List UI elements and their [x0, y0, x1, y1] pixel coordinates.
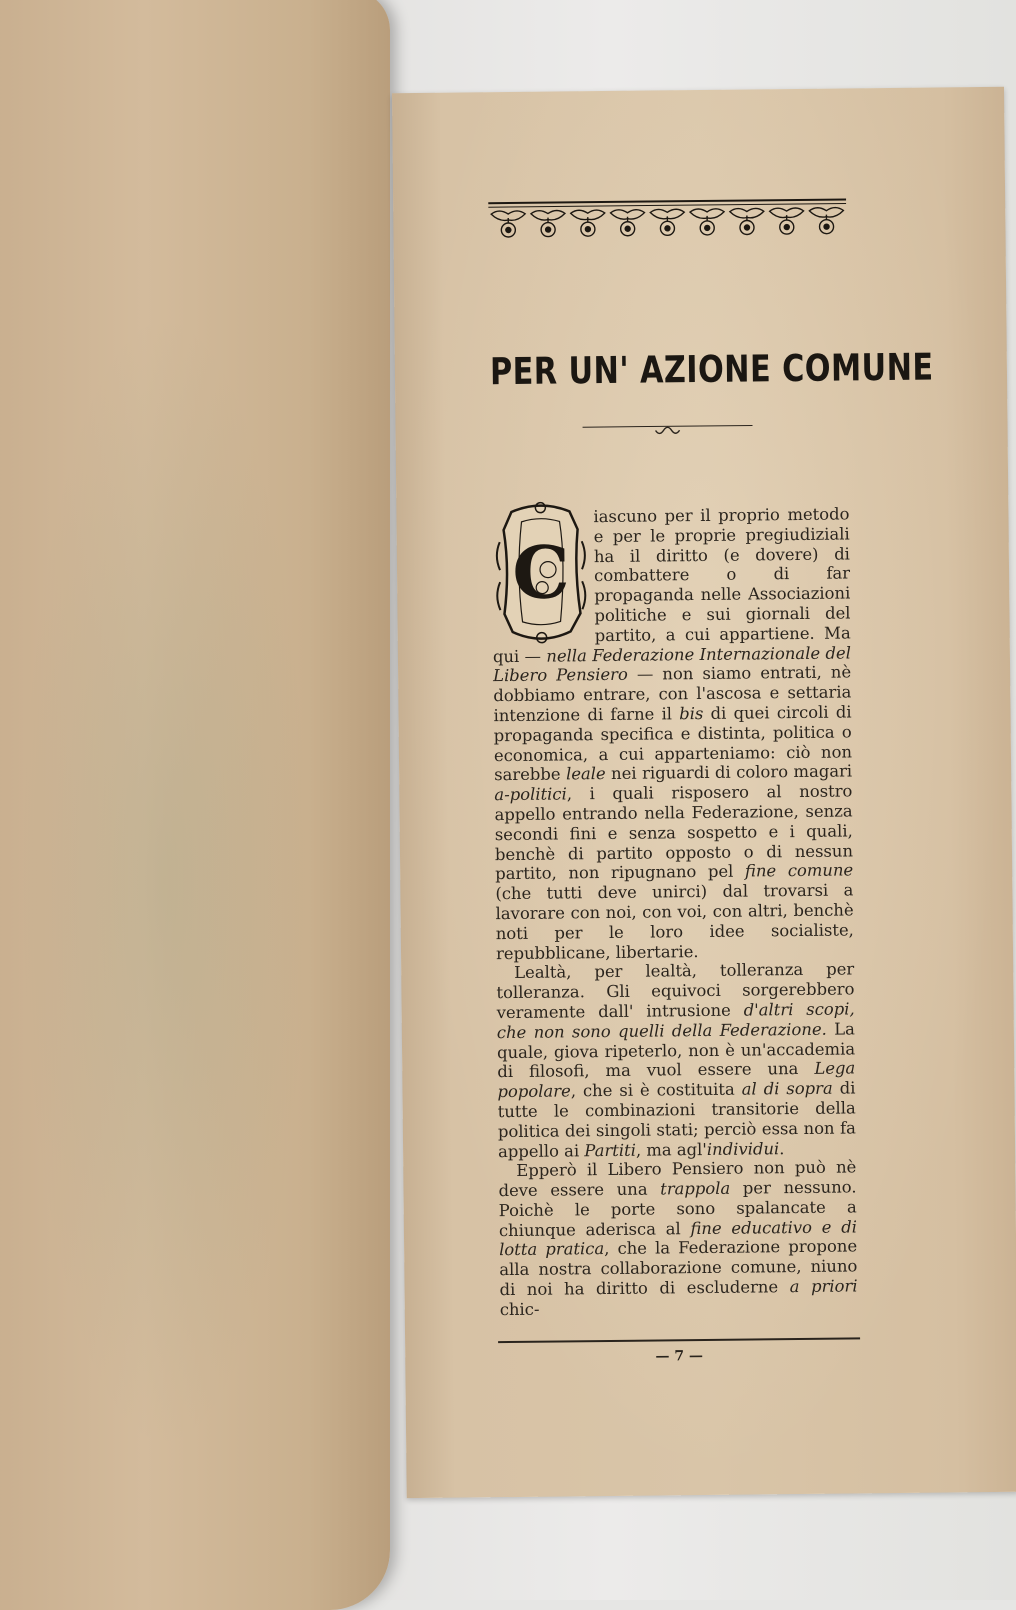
dropcap-space	[491, 507, 594, 642]
flower-motif-icon	[770, 208, 804, 234]
floral-border-ornament	[488, 196, 846, 244]
flower-motif-icon	[531, 210, 565, 236]
squiggle-rule-ornament	[582, 419, 752, 441]
flower-motif-icon	[491, 211, 525, 237]
page-number: — 7 —	[500, 1346, 858, 1366]
flower-motif-icon	[650, 209, 684, 235]
paragraph-3: Epperò il Libero Pensiero non può nè deve essere una trappola per nessuno. Poichè le porte sono spalancate a chiunque aderisca al fine educativo e di lotta pratica, che la Federazione propone alla nostra collaborazione comune, niuno di noi ha diritto di escluderne a priori chic-	[498, 1158, 858, 1320]
flower-motif-icon	[610, 210, 644, 236]
right-page	[392, 87, 1016, 1498]
article-body	[491, 504, 857, 1319]
flower-motif-icon	[690, 209, 724, 235]
flower-motif-icon	[809, 207, 843, 233]
svg-text:C: C	[512, 529, 570, 615]
flower-motif-icon	[730, 208, 764, 234]
flower-motif-icon	[571, 210, 605, 236]
paragraph-2: Lealtà, per lealtà, tolleranza per tolleranza. Gli equivoci sorgerebbero veramente dall' intrusione d'altri scopi, che non sono quelli della Federazione. La quale, giova ripeterlo, non è un'accademia di filosofi, ma vuol essere una Lega popolare, che si è costituita al di sopra di tutte le combinazioni transitorie della politica dei singoli stati; perciò essa non fa appello ai Partiti, ma agl'individui.	[496, 960, 856, 1162]
page-title: PER UN' AZIONE COMUNE	[490, 346, 851, 393]
paragraph-1: iascuno per il proprio metodo e per le proprie pregiudiziali ha il diritto (e dovere) di combattere o di far propaganda nelle Associazioni politiche e sui giornali del partito, a cui appartiene. Ma qui — nella Federazione Internazionale del Libero Pensiero — non siamo entrati, nè dobbiamo entrare, con l'ascosa e settaria intenzione di farne il bis di quei circoli di propaganda specifica e distinta, politica o economica, a cui apparteniamo: ciò non sarebbe leale nei riguardi di coloro magari a-politici, i quali risposero al nostro appello entrando nella Federazione, senza secondi fini e senza sospetto e i quali, benchè di partito opposto o di nessun partito, non ripugnano pel fine comune (che tutti deve unirci) dal trovarsi a lavorare con noi, con voi, con altri, benchè noti per le loro idee socialiste, repubblicane, libertarie.	[491, 504, 854, 963]
bottom-rule	[498, 1337, 860, 1343]
left-page	[0, 0, 390, 1610]
